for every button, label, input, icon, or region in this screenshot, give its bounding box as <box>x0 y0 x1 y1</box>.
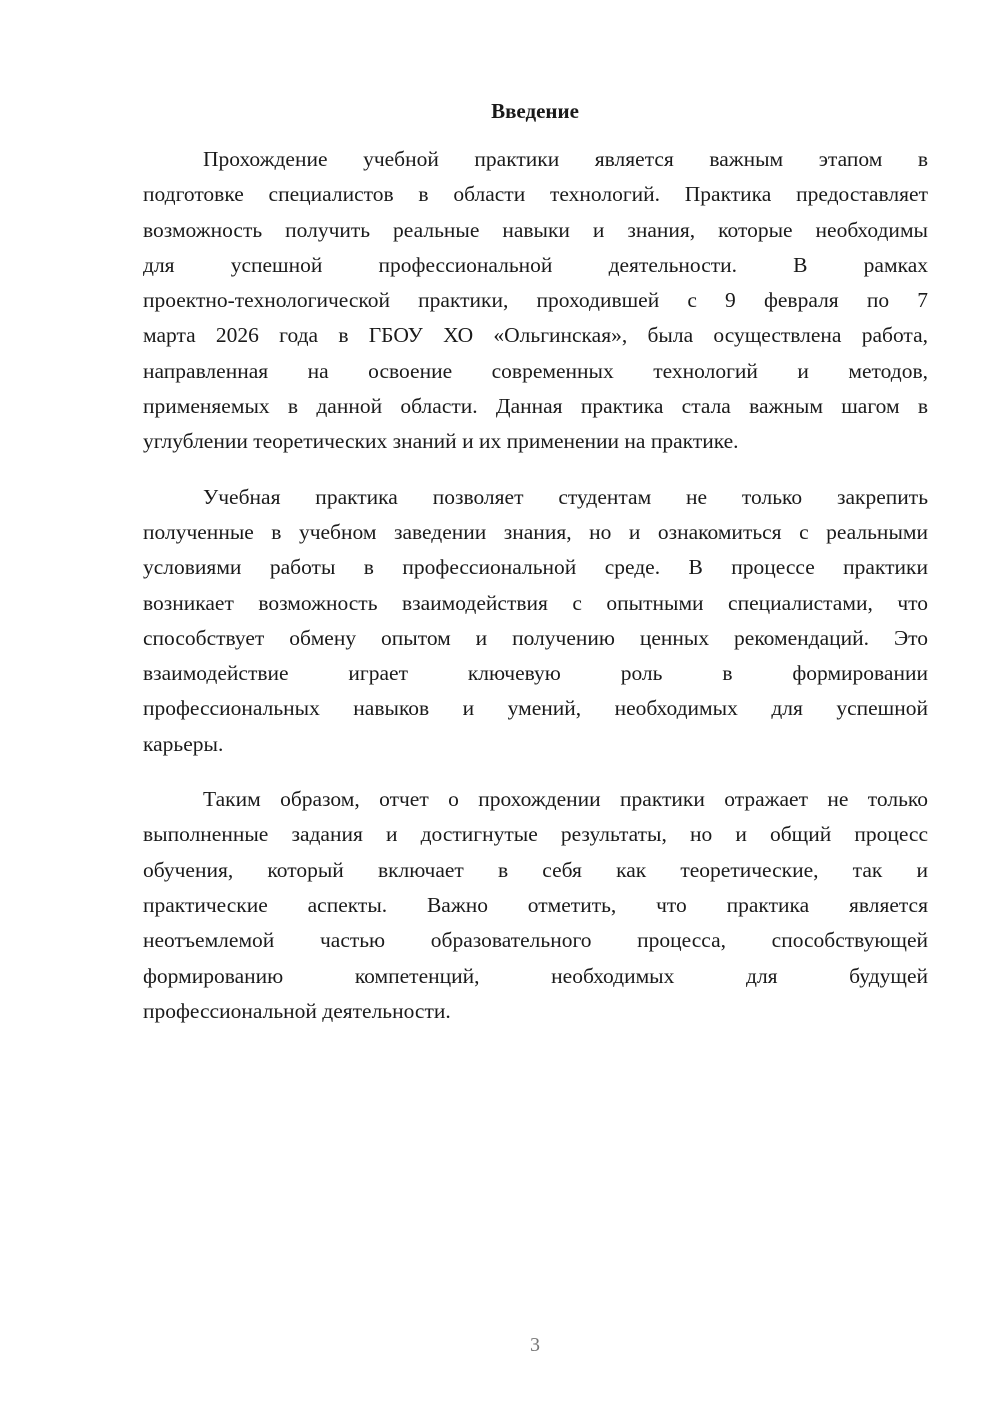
text-line: применяемых в данной области. Данная практика стала важным шагом в <box>143 394 928 419</box>
text-line: условиями работы в профессиональной среде. В процессе практики <box>143 555 928 580</box>
text-line: проектно-технологической практики, проходившей с 9 февраля по 7 <box>143 288 928 313</box>
text-line: практические аспекты. Важно отметить, что практика является <box>143 892 928 917</box>
page-number: 3 <box>530 1334 540 1356</box>
text-line: неотъемлемой частью образовательного процесса, способствующей <box>143 928 928 953</box>
text-line: Таким образом, отчет о прохождении практики отражает не только <box>203 787 928 812</box>
text-line: полученные в учебном заведении знания, но и ознакомиться с реальными <box>143 519 928 544</box>
paragraph <box>143 142 928 460</box>
text-line: Прохождение учебной практики является важным этапом в <box>203 147 928 171</box>
paragraph <box>143 480 928 762</box>
text-line: профессиональной деятельности. <box>143 998 451 1023</box>
section-title: Введение <box>491 99 579 123</box>
text-line: взаимодействие играет ключевую роль в формировании <box>143 661 928 686</box>
text-line: карьеры. <box>143 731 224 756</box>
text-line: профессиональных навыков и умений, необходимых для успешной <box>143 696 928 721</box>
text-line: выполненные задания и достигнутые результаты, но и общий процесс <box>143 822 928 847</box>
text-line: способствует обмену опытом и получению ценных рекомендаций. Это <box>143 625 928 650</box>
text-line: направленная на освоение современных технологий и методов, <box>143 358 928 383</box>
text-line: углублении теоретических знаний и их применении на практике. <box>143 429 739 454</box>
text-line: марта 2026 года в ГБОУ ХО «Ольгинская», была осуществлена работа, <box>143 323 928 348</box>
text-line: Учебная практика позволяет студентам не только закрепить <box>203 484 928 509</box>
text-line: подготовке специалистов в области технологий. Практика предоставляет <box>143 182 928 207</box>
text-line: возможность получить реальные навыки и знания, которые необходимы <box>143 217 928 242</box>
text-line: обучения, который включает в себя как теоретические, так и <box>143 857 928 882</box>
text-line: формированию компетенций, необходимых для будущей <box>143 963 928 988</box>
document-body <box>143 142 928 1049</box>
text-line: для успешной профессиональной деятельности. В рамках <box>143 252 928 277</box>
paragraph <box>143 782 928 1029</box>
text-line: возникает возможность взаимодействия с опытными специалистами, что <box>143 590 928 615</box>
